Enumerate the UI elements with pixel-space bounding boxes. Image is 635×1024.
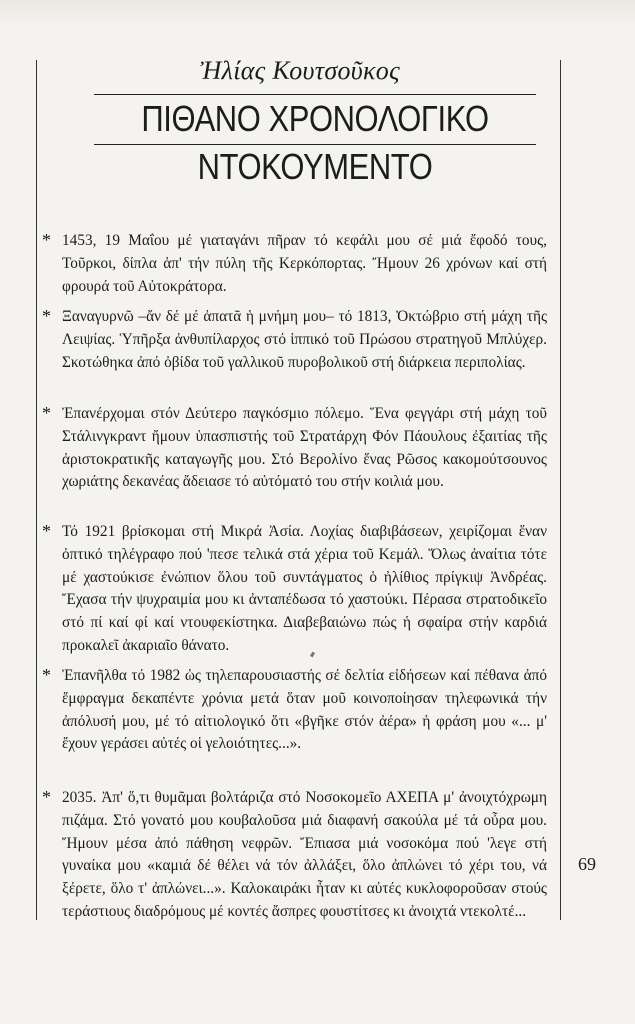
entry-1813: [42, 306, 547, 374]
entry-bullet: *: [42, 230, 51, 250]
title-line-2: ΝΤΟΚΟΥΜΕΝΤΟ: [197, 146, 433, 187]
entry-ww2: [42, 403, 547, 494]
entry-bullet: *: [42, 403, 51, 423]
title-top-rule: [94, 94, 536, 95]
scan-shadow: [0, 0, 635, 26]
entry-text: Τό 1921 βρίσκομαι στή Μικρά Ἀσία. Λοχίας διαβιβάσεων, χειρίζομαι ἕναν ὀπτικό τηλέγραφο πού 'πεσε τελικά στά χέρια τοῦ Κεμάλ. Ὅλως ἀναίτια τότε μέ χαστούκισε ἐνώπιον ὅλου τοῦ συντάγματος ὁ ἠλίθιος πρίγκιψ Ἀνδρέας. Ἔχασα τήν ψυχραιμία μου κι ἀνταπέδωσα τό χαστούκι. Πέρασα στρατοδικεῖο στό πί καί φί καί ντουφεκίστηκα. Διαβεβαιώνω πώς ἡ σφαίρα στήν καρδιά προκαλεῖ ἀκαριαῖο θάνατο.: [62, 523, 547, 654]
entry-text: Ξαναγυρνῶ –ἄν δέ μέ ἀπατᾶ ἡ μνήμη μου– τό 1813, Ὀκτώβριο στή μάχη τῆς Λειψίας. Ὑπῆρξα ἀνθυπίλαρχος στό ἱππικό τοῦ Πρώσου στρατηγοῦ Μπλύχερ. Σκοτώθηκα ἀπό ὀβίδα τοῦ γαλλικοῦ πυροβολικοῦ στή διάρκεια περιπολίας.: [62, 308, 547, 371]
entry-bullet: *: [42, 665, 51, 685]
entry-text: 2035. Ἀπ' ὅ,τι θυμᾶμαι βολτάριζα στό Νοσοκομεῖο ΑΧΕΠΑ μ' ἀνοιχτόχρωμη πιζάμα. Στό γονατό μου κουβαλοῦσα μιά διαφανή σακούλα μέ τά οὖρα μου. Ἤμουν μέσα ἀπό πάθηση νεφρῶν. Ἔπιασα μιά νοσοκόμα πού 'λεγε στή γυναίκα μου «καμιά δέ θέλει νά τόν ἀλλάξει, ὅλο ἀπλώνει τό χέρι του, νά ξέρετε, ὅλο τ' ἀπλώνει...». Καλοκαιράκι ἦταν κι αὐτές κυκλοφοροῦσαν στούς τεράστιους διαδρόμους μέ κοντές ἄσπρες φουστίτσες κι ἀνοιχτά ντεκολτέ...: [62, 789, 547, 920]
entry-text: Ἐπανῆλθα τό 1982 ὡς τηλεπαρουσιαστής σέ δελτία εἰδήσεων καί πέθανα ἀπό ἔμφραγμα δεκαπέντε χρόνια μετά ὅταν μοῦ κοινοποίησαν τηλεφωνικά τήν ἀπόλυσή μου, μέ τό αἰτιολογικό ὅτι «βγῆκε στόν ἀέρα» ἡ φράση μου «... μ' ἔχουν γεράσει αὐτές οἱ γελοιότητες...».: [62, 667, 547, 753]
entry-bullet: *: [42, 787, 51, 807]
entry-bullet: *: [42, 521, 51, 541]
entry-text: Ἐπανέρχομαι στόν Δεύτερο παγκόσμιο πόλεμο. Ἕνα φεγγάρι στή μάχη τοῦ Στάλινγκραντ ἤμουν ὑπασπιστής τοῦ Στρατάρχη Φόν Πάουλους ἐξαιτίας τῆς ἀριστοκρατικῆς καταγωγῆς μου. Στό Βερολίνο ἕνας Ρῶσος κακομούτσουνος χωριάτης δεκανέας ἄδειασε τό αὐτόματό του στήν κοιλιά μου.: [62, 405, 547, 491]
entry-1982: [42, 665, 547, 756]
author-name: Ἠλίας Κουτσοῦκος: [200, 56, 400, 85]
entry-text: 1453, 19 Μαΐου μέ γιαταγάνι πῆραν τό κεφάλι μου σέ μιά ἔφοδό τους, Τοῦρκοι, δίπλα ἀπ' τήν πύλη τῆς Κερκόπορτας. Ἤμουν 26 χρόνων καί στή φρουρά τοῦ Αὐτοκράτορα.: [62, 232, 547, 295]
page-number: 69: [578, 854, 596, 874]
title-line-1: ΠΙΘΑΝΟ ΧΡΟΝΟΛΟΓΙΚΟ: [141, 98, 489, 139]
right-margin-line: [560, 60, 561, 920]
entry-1921: [42, 521, 547, 658]
entry-2035: [42, 787, 547, 924]
title-middle-rule: [94, 144, 536, 145]
entry-1453: [42, 230, 547, 298]
left-margin-line: [36, 60, 37, 920]
entry-bullet: *: [42, 306, 51, 326]
